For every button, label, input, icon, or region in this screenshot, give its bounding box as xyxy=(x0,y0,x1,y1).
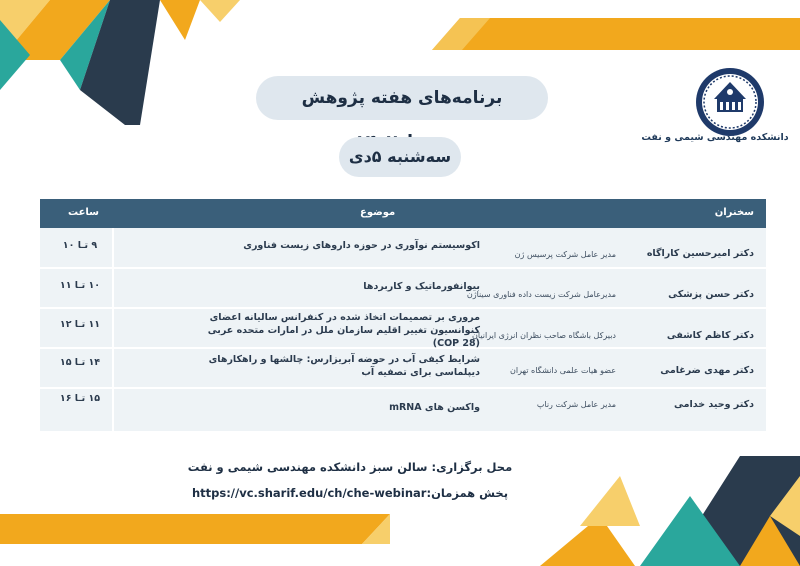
speaker-role: مدیر عامل شرکت رناپ xyxy=(536,400,616,409)
talk-time: ۱۱ تـا ۱۲ xyxy=(59,319,101,330)
page-title: برنامه‌های هفته پژوهش xyxy=(256,76,548,120)
table-row xyxy=(40,349,766,389)
speaker-name: دکتر کاظم کاشفی xyxy=(666,330,754,341)
header-speaker: سخنران xyxy=(714,207,754,218)
university-name: دانشکده مهندسی شیمی و نفت xyxy=(641,132,789,143)
venue-location: محل برگزاری: سالن سبز دانشکده مهندسی شیمی و نفت xyxy=(187,460,513,474)
stream-label: پخش همزمان: xyxy=(426,486,509,500)
speaker-name: دکتر وحید خدامی xyxy=(673,399,754,410)
speaker-name: دکتر امیرحسین کاراگاه xyxy=(646,248,754,259)
talk-topic: مروری بر تصمیمات اتخاذ شده در کنفرانس سالیانه اعضای کنوانسیون تغییر اقلیم سازمان ملل در امارات متحده عربی (COP 28) xyxy=(207,312,480,349)
talk-topic: بیوانفورماتیک و کاربردها xyxy=(363,281,480,292)
top-left-decoration xyxy=(0,0,260,130)
talk-topic: واکسن های mRNA xyxy=(389,402,480,413)
table-row xyxy=(40,269,766,309)
table-header xyxy=(40,199,766,228)
talk-time: ۱۵ تـا ۱۶ xyxy=(59,393,101,404)
bottom-stripe-decoration xyxy=(0,514,390,544)
stream-url[interactable]: https://vc.sharif.edu/ch/che-webinar xyxy=(191,486,427,500)
speaker-role: مدیر عامل شرکت پرسیس ژن xyxy=(514,250,616,259)
table-row xyxy=(40,309,766,349)
speaker-name: دکتر حسن پزشکی xyxy=(668,289,754,300)
day-label: سه‌شنبه ۵دی xyxy=(339,137,461,177)
speaker-role: دبیرکل باشگاه صاحب نظران انرژی ایرانیان xyxy=(472,331,616,340)
header-time: ساعت xyxy=(68,207,100,218)
bottom-right-decoration xyxy=(540,456,800,566)
table-row xyxy=(40,228,766,269)
talk-topic: اکوسیستم نوآوری در حوزه داروهای زیست فناوری xyxy=(243,240,480,251)
speaker-role: عضو هیات علمی دانشگاه تهران xyxy=(510,366,616,375)
talk-time: ۱۴ تـا ۱۵ xyxy=(59,357,101,368)
speaker-role: مدیرعامل شرکت زیست داده فناوری سیناژن xyxy=(466,290,616,299)
stream-info xyxy=(150,486,550,500)
talk-topic: شرایط کیفی آب در حوضه آبریزارس: چالشها و راهکارهای دیپلماسی برای تصفیه آب xyxy=(208,354,480,378)
talk-time: ۹ تـا ۱۰ xyxy=(62,240,98,251)
top-stripe-decoration xyxy=(432,18,800,50)
header-topic: موضوع xyxy=(360,207,396,218)
speaker-name: دکتر مهدی ضرغامی xyxy=(660,365,754,376)
talk-time: ۱۰ تـا ۱۱ xyxy=(59,280,101,291)
table-row xyxy=(40,389,766,431)
schedule-table xyxy=(40,199,766,431)
